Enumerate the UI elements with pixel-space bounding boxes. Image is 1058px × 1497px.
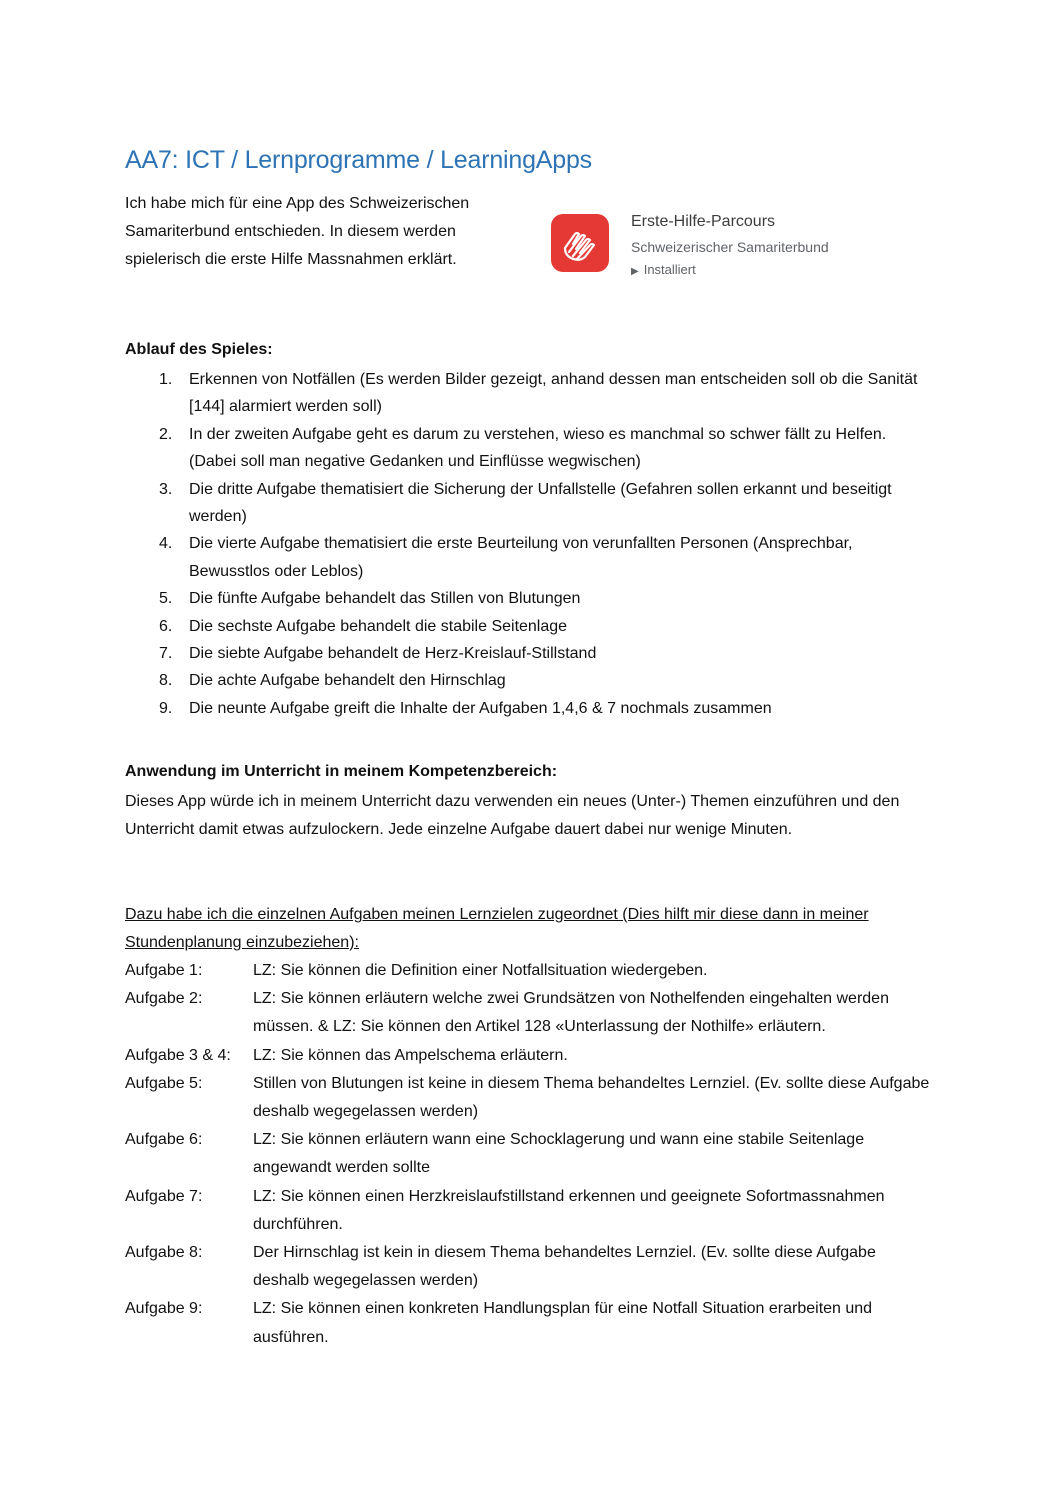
play-store-icon: ▶: [631, 266, 639, 277]
list-number: 9.: [159, 699, 173, 717]
list-text: Die achte Aufgabe behandelt den Hirnschlag: [189, 672, 506, 690]
list-text: Die sechste Aufgabe behandelt die stabile Seitenlage: [189, 617, 568, 635]
page-title: AA7: ICT / Lernprogramme / LearningApps: [125, 146, 592, 174]
list-item: [125, 1070, 935, 1126]
task-text: Der Hirnschlag ist kein in diesem Thema behandeltes Lernziel. (Ev. sollte diese Aufgabe deshalb wegegelassen werden): [253, 1244, 876, 1290]
task-label: Aufgabe 3 & 4:: [125, 1046, 231, 1064]
list-number: 6.: [159, 617, 173, 635]
task-label: Aufgabe 1:: [125, 962, 203, 979]
list-item: [125, 1126, 935, 1182]
list-item: [125, 1183, 935, 1239]
task-label: Aufgabe 5:: [125, 1074, 203, 1092]
task-label: Aufgabe 6:: [125, 1131, 203, 1149]
task-text: LZ: Sie können einen konkreten Handlungsplan für eine Notfall Situation erarbeiten und ausführen.: [253, 1300, 873, 1346]
task-text: LZ: Sie können das Ampelschema erläutern.: [253, 1046, 568, 1064]
list-text: Die dritte Aufgabe thematisiert die Sicherung der Unfallstelle (Gefahren sollen erkannt und beseitigt werden): [189, 480, 892, 526]
app-developer: Schweizerischer Samariterbund: [631, 239, 829, 255]
task-text: LZ: Sie können erläutern wann eine Schocklagerung und wann eine stabile Seitenlage angewandt werden sollte: [253, 1131, 865, 1177]
list-item: [125, 695, 925, 722]
list-item: [125, 957, 935, 985]
list-item: [125, 476, 925, 531]
task-text: LZ: Sie können erläutern welche zwei Grundsätzen von Nothelfenden eingehalten werden müssen. & LZ: Sie können den Artikel 128 «Unterlassung der Nothilfe» erläutern.: [253, 990, 889, 1036]
list-text: Die fünfte Aufgabe behandelt das Stillen von Blutungen: [189, 590, 581, 608]
task-text: LZ: Sie können die Definition einer Notfallsituation wiedergeben.: [253, 962, 708, 979]
hands-icon: [551, 214, 609, 272]
task-text: LZ: Sie können einen Herzkreislaufstillstand erkennen und geeignete Sofortmassnahmen durchführen.: [253, 1187, 885, 1233]
list-number: 2.: [159, 425, 173, 443]
app-name: Erste-Hilfe-Parcours: [631, 213, 776, 230]
steps-list: [125, 366, 925, 722]
list-text: In der zweiten Aufgabe geht es darum zu verstehen, wieso es manchmal so schwer fällt zu Helfen. (Dabei soll man negative Gedanken und Einflüsse wegwischen): [189, 425, 887, 471]
list-item: [125, 1042, 935, 1070]
list-item: [125, 667, 925, 694]
list-text: Die siebte Aufgabe behandelt de Herz-Kreislauf-Stillstand: [189, 645, 597, 663]
list-number: 4.: [159, 535, 173, 553]
task-text: Stillen von Blutungen ist keine in diesem Thema behandeltes Lernziel. (Ev. sollte diese Aufgabe deshalb wegegelassen werden): [253, 1074, 930, 1121]
list-number: 5.: [159, 590, 173, 608]
anwendung-paragraph: Dieses App würde ich in meinem Unterricht dazu verwenden ein neues (Unter-) Themen einzuführen und den Unterricht damit etwas aufzulockern. Jede einzelne Aufgabe dauert dabei nur wenige Minuten.: [125, 793, 900, 838]
list-item: [125, 640, 925, 667]
task-label: Aufgabe 7:: [125, 1187, 203, 1205]
app-status-label: Installiert: [643, 262, 696, 277]
section-heading-ablauf: Ablauf des Spieles:: [125, 341, 273, 358]
list-number: 8.: [159, 672, 173, 690]
app-card: [551, 211, 881, 277]
list-number: 3.: [159, 480, 173, 498]
intro-paragraph: Ich habe mich für eine App des Schweizerischen Samariterbund entschieden. In diesem werden spielerisch die erste Hilfe Massnahmen erklärt.: [125, 195, 470, 268]
lernziele-intro: Dazu habe ich die einzelnen Aufgaben meinen Lernzielen zugeordnet (Dies hilft mir diese dann in meiner Stundenplanung einzubeziehen):: [125, 906, 869, 951]
list-item: [125, 421, 925, 476]
list-text: Erkennen von Notfällen (Es werden Bilder gezeigt, anhand dessen man entscheiden soll ob die Sanität [144] alarmiert werden soll): [189, 371, 918, 416]
task-label: Aufgabe 9:: [125, 1300, 203, 1318]
list-item: [125, 613, 925, 640]
task-list: [125, 957, 935, 1352]
list-number: 1.: [159, 371, 173, 388]
list-item: [125, 366, 925, 421]
task-label: Aufgabe 2:: [125, 990, 203, 1008]
task-label: Aufgabe 8:: [125, 1244, 203, 1262]
list-item: [125, 585, 925, 612]
app-status: [631, 262, 696, 277]
list-item: [125, 530, 925, 585]
list-number: 7.: [159, 645, 173, 663]
section-heading-anwendung: Anwendung im Unterricht in meinem Kompetenzbereich:: [125, 763, 558, 780]
list-item: [125, 1239, 935, 1295]
list-item: [125, 985, 935, 1041]
list-text: Die neunte Aufgabe greift die Inhalte der Aufgaben 1,4,6 & 7 nochmals zusammen: [189, 699, 772, 717]
list-text: Die vierte Aufgabe thematisiert die erste Beurteilung von verunfallten Personen (Ansprechbar, Bewusstlos oder Leblos): [189, 535, 853, 580]
list-item: [125, 1295, 935, 1351]
